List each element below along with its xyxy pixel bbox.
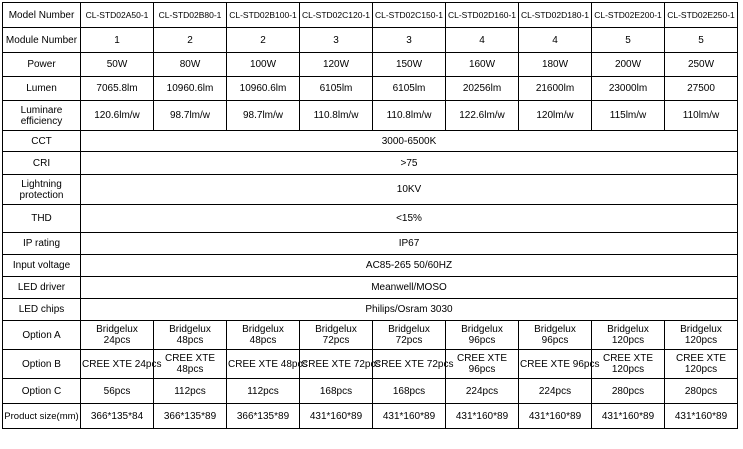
option-b-cell: CREE XTE 24pcs xyxy=(81,350,154,379)
row-lightning-protection xyxy=(3,175,738,205)
power-cell: 100W xyxy=(227,53,300,77)
power-cell: 250W xyxy=(665,53,738,77)
model-cell: CL-STD02C120-1 xyxy=(300,3,373,28)
spec-table-container xyxy=(2,2,738,429)
option-c-cell: 224pcs xyxy=(519,379,592,404)
efficiency-cell: 120.6lm/w xyxy=(81,101,154,131)
model-cell: CL-STD02A50-1 xyxy=(81,3,154,28)
power-label: Power xyxy=(3,53,81,77)
lumen-cell: 21600lm xyxy=(519,77,592,101)
row-product-size xyxy=(3,404,738,429)
option-a-cell: Bridgelux 72pcs xyxy=(373,321,446,350)
row-option-b xyxy=(3,350,738,379)
option-c-cell: 168pcs xyxy=(373,379,446,404)
option-b-cell: CREE XTE 48pcs xyxy=(227,350,300,379)
efficiency-cell: 98.7lm/w xyxy=(154,101,227,131)
option-b-cell: CREE XTE 96pcs xyxy=(519,350,592,379)
row-thd xyxy=(3,205,738,233)
module-number-cell: 1 xyxy=(81,28,154,53)
option-b-label: Option B xyxy=(3,350,81,379)
row-lumen xyxy=(3,77,738,101)
model-cell: CL-STD02B100-1 xyxy=(227,3,300,28)
lightning-protection-value: 10KV xyxy=(81,175,738,205)
row-cct xyxy=(3,131,738,152)
option-b-cell: CREE XTE 120pcs xyxy=(665,350,738,379)
module-number-cell: 3 xyxy=(300,28,373,53)
module-number-cell: 4 xyxy=(519,28,592,53)
led-driver-value: Meanwell/MOSO xyxy=(81,277,738,299)
lumen-cell: 23000lm xyxy=(592,77,665,101)
module-number-label: Module Number xyxy=(3,28,81,53)
thd-label: THD xyxy=(3,205,81,233)
row-led-chips xyxy=(3,299,738,321)
option-a-cell: Bridgelux 96pcs xyxy=(519,321,592,350)
module-number-cell: 5 xyxy=(592,28,665,53)
row-efficiency xyxy=(3,101,738,131)
product-size-cell: 431*160*89 xyxy=(592,404,665,429)
product-size-cell: 366*135*89 xyxy=(227,404,300,429)
lumen-cell: 6105lm xyxy=(300,77,373,101)
lumen-cell: 10960.6lm xyxy=(227,77,300,101)
model-cell: CL-STD02E250-1 xyxy=(665,3,738,28)
model-number-label: Model Number xyxy=(3,3,81,28)
option-c-cell: 168pcs xyxy=(300,379,373,404)
product-size-cell: 431*160*89 xyxy=(519,404,592,429)
efficiency-cell: 120lm/w xyxy=(519,101,592,131)
option-c-cell: 112pcs xyxy=(154,379,227,404)
input-voltage-label: Input voltage xyxy=(3,255,81,277)
efficiency-cell: 110.8lm/w xyxy=(300,101,373,131)
model-cell: CL-STD02E200-1 xyxy=(592,3,665,28)
row-led-driver xyxy=(3,277,738,299)
power-cell: 180W xyxy=(519,53,592,77)
spec-table xyxy=(2,2,738,429)
lumen-label: Lumen xyxy=(3,77,81,101)
input-voltage-value: AC85-265 50/60HZ xyxy=(81,255,738,277)
product-size-cell: 431*160*89 xyxy=(373,404,446,429)
option-c-cell: 112pcs xyxy=(227,379,300,404)
product-size-label: Product size(mm) xyxy=(3,404,81,429)
option-a-cell: Bridgelux 24pcs xyxy=(81,321,154,350)
model-cell: CL-STD02D180-1 xyxy=(519,3,592,28)
option-c-cell: 280pcs xyxy=(592,379,665,404)
cri-label: CRI xyxy=(3,152,81,175)
option-b-cell: CREE XTE 48pcs xyxy=(154,350,227,379)
row-model-number xyxy=(3,3,738,28)
efficiency-cell: 110lm/w xyxy=(665,101,738,131)
efficiency-cell: 98.7lm/w xyxy=(227,101,300,131)
row-ip-rating xyxy=(3,233,738,255)
power-cell: 160W xyxy=(446,53,519,77)
module-number-cell: 2 xyxy=(227,28,300,53)
module-number-cell: 5 xyxy=(665,28,738,53)
model-cell: CL-STD02B80-1 xyxy=(154,3,227,28)
power-cell: 80W xyxy=(154,53,227,77)
lumen-cell: 7065.8lm xyxy=(81,77,154,101)
product-size-cell: 431*160*89 xyxy=(300,404,373,429)
cct-label: CCT xyxy=(3,131,81,152)
option-c-label: Option C xyxy=(3,379,81,404)
led-driver-label: LED driver xyxy=(3,277,81,299)
lumen-cell: 10960.6lm xyxy=(154,77,227,101)
model-cell: CL-STD02D160-1 xyxy=(446,3,519,28)
row-option-c xyxy=(3,379,738,404)
ip-rating-label: IP rating xyxy=(3,233,81,255)
lumen-cell: 27500 xyxy=(665,77,738,101)
efficiency-cell: 110.8lm/w xyxy=(373,101,446,131)
option-b-cell: CREE XTE 72pcs xyxy=(300,350,373,379)
module-number-cell: 3 xyxy=(373,28,446,53)
option-a-cell: Bridgelux 72pcs xyxy=(300,321,373,350)
efficiency-cell: 122.6lm/w xyxy=(446,101,519,131)
power-cell: 50W xyxy=(81,53,154,77)
row-option-a xyxy=(3,321,738,350)
option-a-cell: Bridgelux 120pcs xyxy=(665,321,738,350)
module-number-cell: 4 xyxy=(446,28,519,53)
row-cri xyxy=(3,152,738,175)
efficiency-cell: 115lm/w xyxy=(592,101,665,131)
option-a-label: Option A xyxy=(3,321,81,350)
row-input-voltage xyxy=(3,255,738,277)
option-a-cell: Bridgelux 96pcs xyxy=(446,321,519,350)
ip-rating-value: IP67 xyxy=(81,233,738,255)
power-cell: 200W xyxy=(592,53,665,77)
lightning-protection-label: Lightning protection xyxy=(3,175,81,205)
option-c-cell: 56pcs xyxy=(81,379,154,404)
option-c-cell: 224pcs xyxy=(446,379,519,404)
power-cell: 150W xyxy=(373,53,446,77)
row-power xyxy=(3,53,738,77)
thd-value: <15% xyxy=(81,205,738,233)
led-chips-label: LED chips xyxy=(3,299,81,321)
row-module-number xyxy=(3,28,738,53)
efficiency-label: Luminare efficiency xyxy=(3,101,81,131)
product-size-cell: 431*160*89 xyxy=(665,404,738,429)
option-b-cell: CREE XTE 96pcs xyxy=(446,350,519,379)
lumen-cell: 6105lm xyxy=(373,77,446,101)
module-number-cell: 2 xyxy=(154,28,227,53)
power-cell: 120W xyxy=(300,53,373,77)
product-size-cell: 366*135*84 xyxy=(81,404,154,429)
model-cell: CL-STD02C150-1 xyxy=(373,3,446,28)
option-c-cell: 280pcs xyxy=(665,379,738,404)
cri-value: >75 xyxy=(81,152,738,175)
product-size-cell: 431*160*89 xyxy=(446,404,519,429)
option-a-cell: Bridgelux 48pcs xyxy=(154,321,227,350)
option-b-cell: CREE XTE 120pcs xyxy=(592,350,665,379)
lumen-cell: 20256lm xyxy=(446,77,519,101)
option-b-cell: CREE XTE 72pcs xyxy=(373,350,446,379)
option-a-cell: Bridgelux 120pcs xyxy=(592,321,665,350)
led-chips-value: Philips/Osram 3030 xyxy=(81,299,738,321)
product-size-cell: 366*135*89 xyxy=(154,404,227,429)
option-a-cell: Bridgelux 48pcs xyxy=(227,321,300,350)
cct-value: 3000-6500K xyxy=(81,131,738,152)
